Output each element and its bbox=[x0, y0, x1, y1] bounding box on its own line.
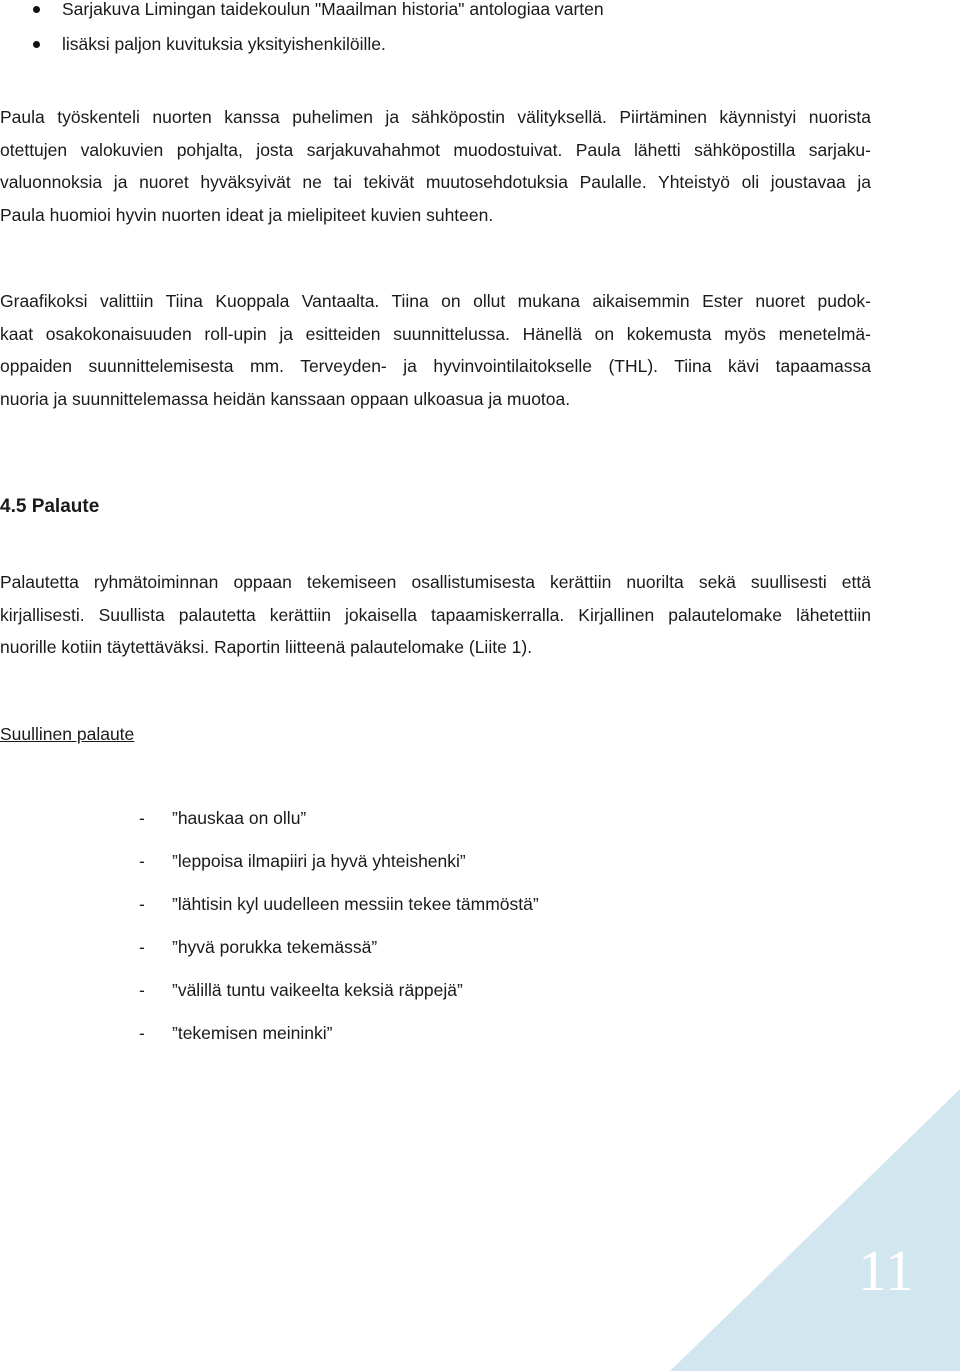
paragraph-feedback bbox=[0, 566, 871, 664]
paragraph-line: kaat osakokonaisuuden roll-upin ja esitteiden suunnittelussa. Hänellä on kokemusta myös menetelmä- bbox=[0, 323, 871, 344]
paragraph-line: valuonnoksia ja nuoret hyväksyivät ne tai tekivät muutosehdotuksia Paulalle. Yhteistyö oli joustavaa ja bbox=[0, 172, 871, 193]
bullet-dot-icon bbox=[33, 41, 40, 48]
paragraph-line: Graafikoksi valittiin Tiina Kuoppala Vantaalta. Tiina on ollut mukana aikaisemmin Ester nuoret pudok- bbox=[0, 291, 871, 311]
feedback-quote: ”leppoisa ilmapiiri ja hyvä yhteishenki” bbox=[172, 851, 466, 871]
paragraph-graphic-designer bbox=[0, 285, 871, 415]
dash-marker: - bbox=[139, 808, 145, 828]
dash-marker: - bbox=[139, 894, 145, 914]
page-number: 11 bbox=[858, 1238, 914, 1303]
paragraph-line: kirjallisesti. Suullista palautetta kerättiin jokaisella tapaamiskerralla. Kirjallinen palautelomake lähetettiin bbox=[0, 604, 871, 625]
paragraph-collaboration bbox=[0, 101, 871, 231]
bullet-text: lisäksi paljon kuvituksia yksityishenkilöille. bbox=[62, 34, 386, 54]
bullet-text: Sarjakuva Limingan taidekoulun "Maailman historia" antologiaa varten bbox=[62, 0, 604, 19]
dash-marker: - bbox=[139, 851, 145, 871]
paragraph-line: Palautetta ryhmätoiminnan oppaan tekemiseen osallistumisesta kerättiin nuorilta sekä suullisesti että bbox=[0, 572, 871, 592]
feedback-quote: ”välillä tuntu vaikeelta keksiä räppejä” bbox=[172, 980, 463, 1000]
paragraph-line: Paula huomioi hyvin nuorten ideat ja mielipiteet kuvien suhteen. bbox=[0, 204, 494, 225]
sub-heading: Suullinen palaute bbox=[0, 724, 135, 744]
dash-marker: - bbox=[139, 1023, 145, 1043]
feedback-quote: ”tekemisen meininki” bbox=[172, 1023, 333, 1043]
paragraph-line: Paula työskenteli nuorten kanssa puhelimen ja sähköpostin välityksellä. Piirtäminen käynnistyi nuorista bbox=[0, 107, 871, 127]
dash-marker: - bbox=[139, 937, 145, 957]
corner-decoration bbox=[670, 1089, 960, 1371]
paragraph-line: nuorille kotiin täytettäväksi. Raportin liitteenä palautelomake (Liite 1). bbox=[0, 637, 533, 658]
feedback-quote: ”lähtisin kyl uudelleen messiin tekee tämmöstä” bbox=[172, 894, 539, 914]
paragraph-line: otettujen valokuvien pohjalta, josta sarjakuvahahmot muodostuivat. Paula lähetti sähköpostilla sarjaku- bbox=[0, 139, 871, 160]
feedback-quote: ”hauskaa on ollu” bbox=[172, 808, 307, 828]
paragraph-line: oppaiden suunnittelemisesta mm. Terveyden- ja hyvinvointilaitokselle (THL). Tiina kävi tapaamassa bbox=[0, 356, 871, 377]
section-heading: 4.5 Palaute bbox=[0, 496, 100, 517]
bullet-dot-icon bbox=[33, 6, 40, 13]
dash-marker: - bbox=[139, 980, 145, 1000]
feedback-quote: ”hyvä porukka tekemässä” bbox=[172, 937, 378, 957]
paragraph-line: nuoria ja suunnittelemassa heidän kanssaan oppaan ulkoasua ja muotoa. bbox=[0, 388, 571, 409]
